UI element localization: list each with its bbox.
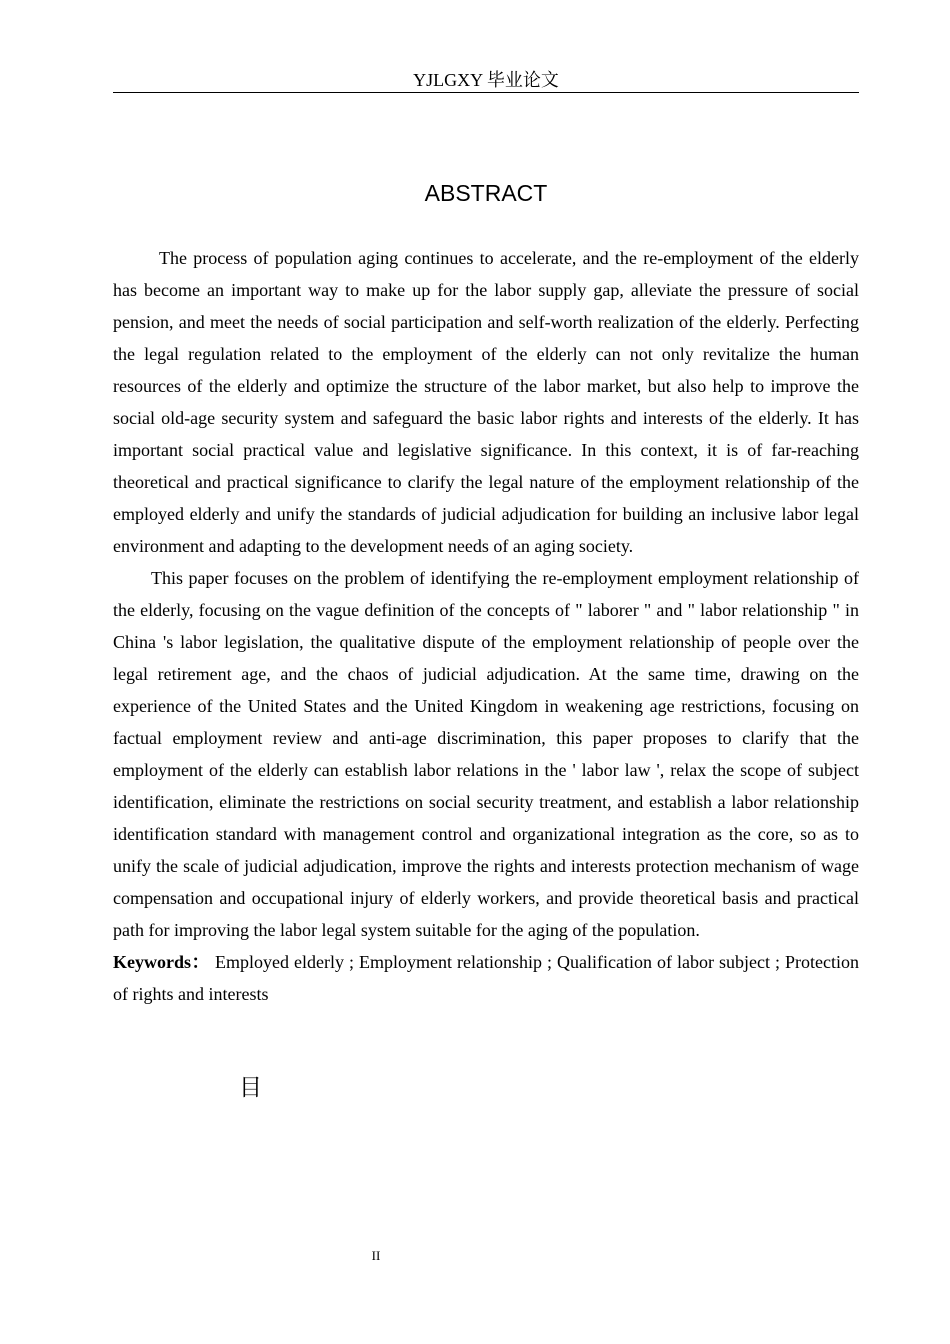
abstract-title: ABSTRACT [424, 180, 548, 206]
header-rule [113, 92, 859, 93]
toc-heading-fragment: 目 [239, 1075, 262, 1101]
page-number: II [371, 1248, 381, 1263]
abstract-paragraph-2: This paper focuses on the problem of identifying the re-employment employment relationship of the elderly, focusing on the vague definition of the concepts of " laborer " and " labor relationship " in China 's labor legislation, the qualitative dispute of the employment relationship of people over the legal retirement age, and the chaos of judicial adjudication. At the same time, drawing on the experience of the United States and the United Kingdom in weakening age restrictions, focusing on factual employment review and anti-age discrimination, this paper proposes to clarify that the employment of the elderly can establish labor relations in the ' labor law ', relax the scope of subject identification, eliminate the restrictions on social security treatment, and establish a labor relationship identification standard with management control and organizational integration as the core, so as to unify the scale of judicial adjudication, improve the rights and interests protection mechanism of wage compensation and occupational injury of elderly workers, and provide theoretical basis and practical path for improving the labor legal system suitable for the aging of the population. [113, 568, 859, 940]
abstract-body [113, 242, 859, 1010]
running-header: YJLGXY 毕业论文 [413, 70, 559, 90]
abstract-paragraph-1: The process of population aging continues to accelerate, and the re-employment of the elderly has become an important way to make up for the labor supply gap, alleviate the pressure of social pension, and meet the needs of social participation and self-worth realization of the elderly. Perfecting the legal regulation related to the employment of the elderly can not only revitalize the human resources of the elderly and optimize the structure of the labor market, but also help to improve the social old-age security system and safeguard the basic labor rights and interests of the elderly. It has important social practical value and legislative significance. In this context, it is of far-reaching theoretical and practical significance to clarify the legal nature of the employment relationship of the employed elderly and unify the standards of judicial adjudication for building an inclusive labor legal environment and adapting to the development needs of an aging society. [113, 248, 859, 556]
keywords-label: Keywords： [113, 952, 211, 972]
keywords-text: Employed elderly ; Employment relationship ; Qualification of labor subject ; Protection of rights and interests [113, 952, 859, 1004]
keywords-line [113, 946, 859, 1010]
